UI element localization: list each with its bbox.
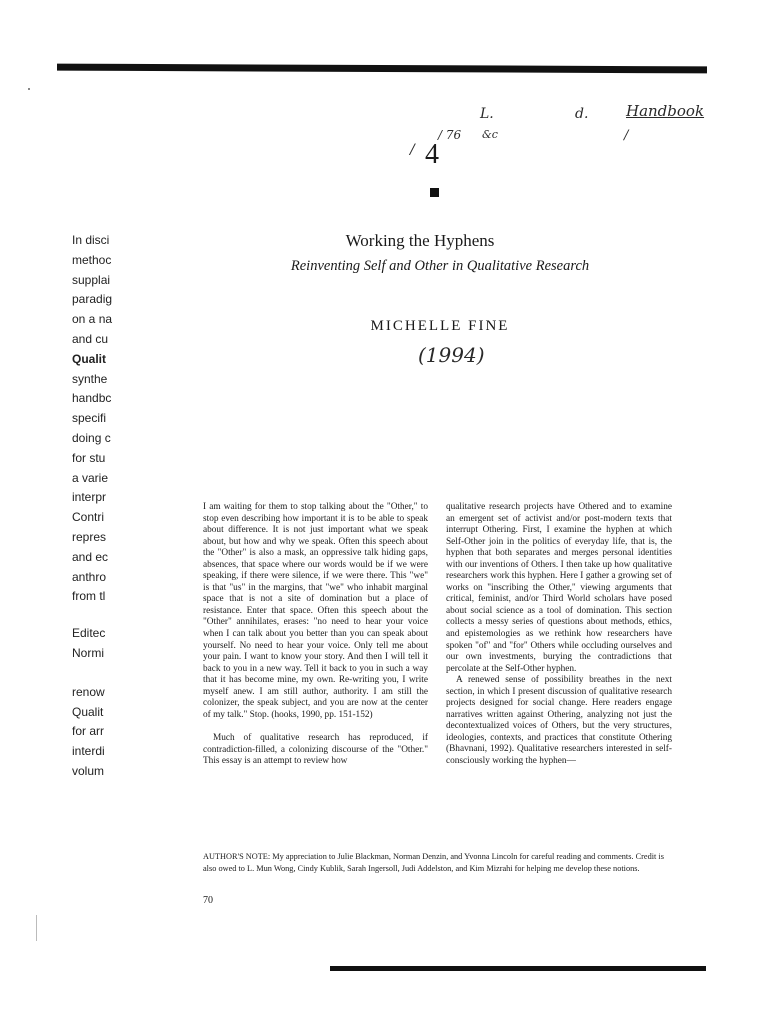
left-strip-line: renow (72, 684, 105, 699)
left-strip-line: for arr (72, 724, 105, 739)
handwritten-note: L. (480, 106, 494, 122)
left-strip-line: synthe (72, 371, 108, 386)
body-column-left (203, 502, 428, 768)
left-strip-line: on a na (72, 312, 113, 327)
left-strip-line: In disci (72, 233, 110, 247)
left-strip-line: interpr (72, 490, 107, 505)
left-strip-line: interdi (72, 744, 105, 759)
bottom-rule (330, 966, 706, 971)
left-strip-line: repres (72, 529, 107, 544)
body-paragraph: qualitative research projects have Othered and to examine an emergent set of activist and/or post-modern texts that interrupt Othering. First, I examine the hyphen at which Self-Other join in the politics of everyday life, that is, the hyphen that both separates and merges personal identities with our inventions of Others. I then take up how qualitative researchers work this hyphen. Here I gather a growing set of works on "inscribing the Other," viewing arguments that critical, feminist, and/or Third World scholars have posed about social science as a tool of domination. This section collects a messy series of questions about methods, ethics, and epistemologies as we rethink how researchers have spoken "of" and "for" Others while occluding ourselves and our own investments, burying the contradictions that percolate at the Self-Other hyphen. (446, 502, 672, 674)
left-strip-line: supplai (72, 272, 111, 287)
handwritten-note: Handbook (626, 102, 705, 120)
handwritten-note: / (410, 142, 415, 158)
left-strip-line: a varie (72, 470, 109, 485)
chapter-author: MICHELLE FINE (370, 318, 510, 334)
body-column-right (446, 502, 672, 768)
left-strip-line: Normi (72, 645, 104, 660)
left-strip-line: and ec (72, 549, 109, 564)
body-paragraph: Much of qualitative research has reproduced, if contradiction-filled, a colonizing discourse of the "Other." This essay is an attempt to review how (203, 733, 428, 767)
handwritten-year: (1994) (418, 343, 485, 367)
left-strip-line: Qualit (72, 351, 107, 366)
chapter-subtitle: Reinventing Self and Other in Qualitative Research (290, 258, 590, 274)
left-strip-line: from tl (72, 589, 106, 604)
left-strip-line: paradig (72, 292, 113, 307)
left-strip-line: handbc (72, 391, 112, 406)
left-strip-line: volum (72, 763, 105, 778)
left-strip-line: anthro (72, 569, 107, 584)
body-paragraph: A renewed sense of possibility breathes in the next section, in which I present discussion of qualitative research projects designed for social change. Here readers engage narratives written against Othering, analyzing not just the decontextualized voices of Others, but the very structures, ideologies, contexts, and practices that constitute Othering (Bhavnani, 1992). Qualitative researchers interested in self-consciously working the hyphen— (446, 675, 672, 767)
left-strip-line: for stu (72, 450, 106, 465)
chapter-ornament (430, 188, 439, 197)
left-strip-line: methoc (72, 252, 112, 267)
page-number: 70 (203, 895, 213, 906)
scan-speck (36, 915, 37, 941)
left-strip-line: specifi (72, 411, 107, 426)
left-strip-line: doing c (72, 430, 111, 445)
left-margin-truncated-text (72, 231, 122, 782)
top-rule (57, 64, 707, 74)
left-strip-line: and cu (72, 331, 109, 346)
left-strip-line: Contri (72, 510, 105, 525)
handwritten-note: d. (575, 106, 589, 122)
left-strip-line: Qualit (72, 704, 104, 719)
handwritten-note: / (624, 128, 629, 143)
chapter-number: 4 (425, 139, 439, 170)
scan-speck (28, 88, 30, 90)
authors-note: AUTHOR'S NOTE: My appreciation to Julie Blackman, Norman Denzin, and Yvonna Lincoln for careful reading and comments. Credit is also owed to L. Mun Wong, Cindy Kublik, Sarah Ingersoll, Judi Addelston, and Kim Mizrahi for helping me develop these notions. (203, 852, 664, 873)
handwritten-note: &c (482, 128, 498, 141)
epigraph-quote: I am waiting for them to stop talking about the "Other," to stop even describing how important it is to be able to speak about difference. It is not just important what we speak about, but how and why we speak. Often this speech about the "Other" is also a mask, an oppressive talk hiding gaps, absences, that space where our words would be if we were speaking, if there were silence, if we were there. This "we" is that "us" in the margins, that "we" who inhabit marginal space that is not a site of domination but a place of resistance. Enter that space. Often this speech about the "Other" annihilates, erases: "no need to hear your voice when I can talk about you better than you can speak about yourself. No need to hear your voice. Only tell me about your pain. I want to know your story. And then I will tell it back to you in a new way. Tell it back to you in such a way that it has become mine, my own. Re-writing you, I write myself anew. I am still author, authority. I am still the colonizer, the speak subject, and you are now at the center of my talk." Stop. (hooks, 1990, pp. 151-152) (203, 502, 428, 720)
chapter-title: Working the Hyphens (345, 231, 495, 250)
handwritten-note: / 76 (438, 128, 462, 142)
left-strip-line: Editec (72, 626, 106, 641)
